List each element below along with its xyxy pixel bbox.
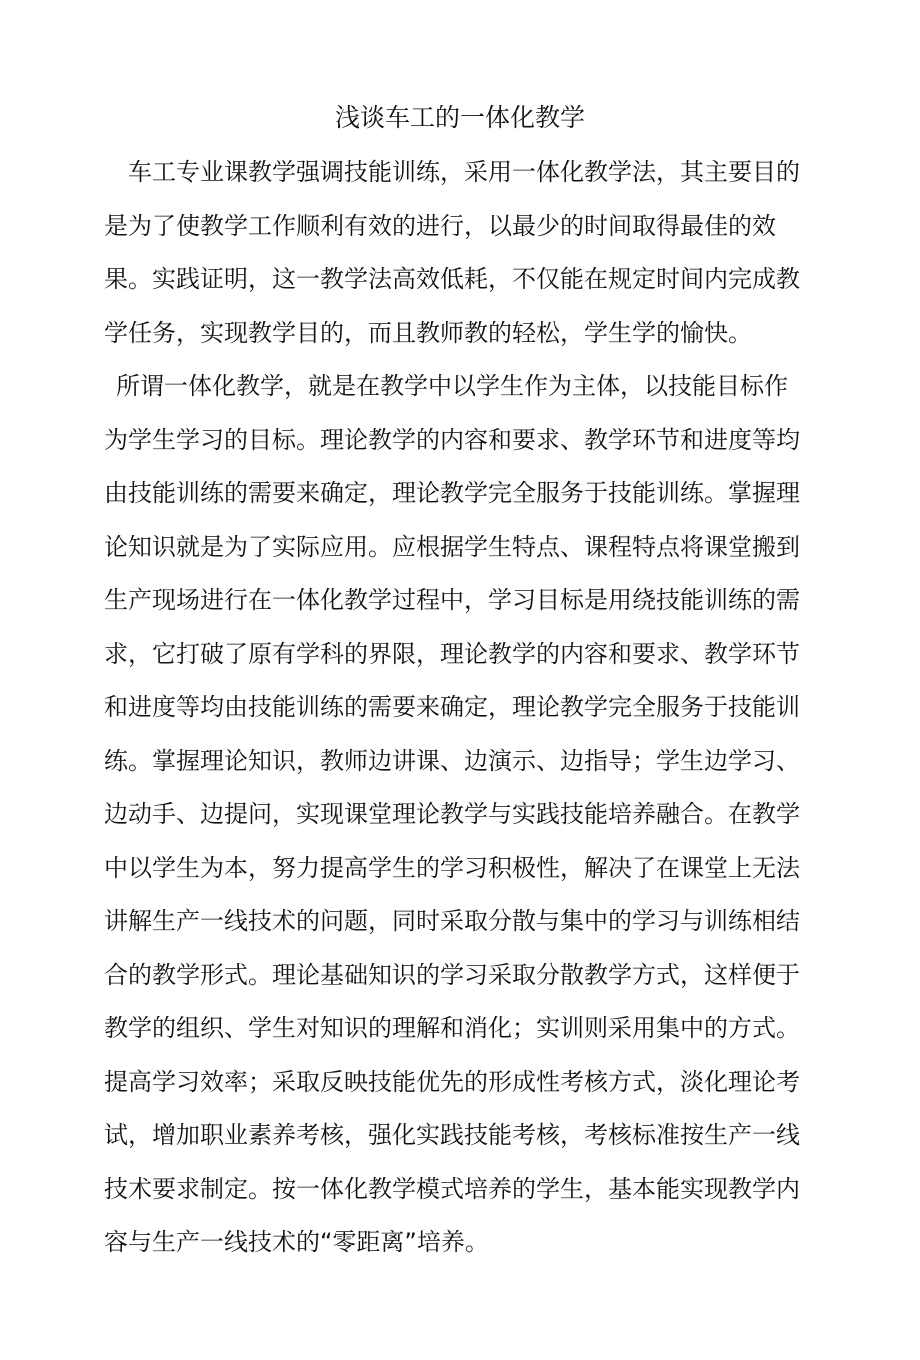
paragraph-line: 合的教学形式。理论基础知识的学习采取分散教学方式，这样便于 (104, 960, 800, 989)
paragraph-line: 为学生学习的目标。理论教学的内容和要求、教学环节和进度等均 (104, 425, 800, 454)
paragraph-line: 求，它打破了原有学科的界限，理论教学的内容和要求、教学环节 (104, 639, 800, 668)
paragraph-line: 教学的组织、学生对知识的理解和消化；实训则采用集中的方式。 (104, 1014, 800, 1042)
paragraph-line: 试，增加职业素养考核，强化实践技能考核，考核标准按生产一线 (104, 1121, 800, 1149)
paragraph-line: 和进度等均由技能训练的需要来确定，理论教学完全服务于技能训 (104, 693, 800, 721)
paragraph-line: 学任务，实现教学目的，而且教师教的轻松，学生学的愉快。 (104, 318, 752, 347)
paragraph-line: 果。实践证明，这一教学法高效低耗，不仅能在规定时间内完成教 (104, 265, 800, 293)
paragraph-line: 技术要求制定。按一体化教学模式培养的学生，基本能实现教学内 (104, 1174, 800, 1203)
paragraph-line: 车工专业课教学强调技能训练，采用一体化教学法，其主要目的 (128, 158, 800, 186)
paragraph-line: 所谓一体化教学，就是在教学中以学生作为主体，以技能目标作 (116, 372, 788, 400)
paragraph-line: 中以学生为本，努力提高学生的学习积极性，解决了在课堂上无法 (104, 853, 800, 882)
paragraph-line: 由技能训练的需要来确定，理论教学完全服务于技能训练。掌握理 (104, 479, 800, 507)
paragraph-line: 容与生产一线技术的“零距离”培养。 (104, 1228, 489, 1256)
paragraph-line: 提高学习效率；采取反映技能优先的形成性考核方式，淡化理论考 (104, 1067, 800, 1096)
paragraph-line: 是为了使教学工作顺利有效的进行，以最少的时间取得最佳的效 (104, 211, 776, 240)
paragraph-line: 边动手、边提问，实现课堂理论教学与实践技能培养融合。在教学 (104, 800, 800, 828)
paragraph-line: 生产现场进行在一体化教学过程中，学习目标是用绕技能训练的需 (104, 586, 800, 614)
paragraph-line: 练。掌握理论知识，教师边讲课、边演示、边指导；学生边学习、 (104, 746, 800, 775)
paragraph-line: 讲解生产一线技术的问题，同时采取分散与集中的学习与训练相结 (104, 907, 800, 935)
document-title: 浅谈车工的一体化教学 (334, 103, 585, 132)
paragraph-line: 论知识就是为了实际应用。应根据学生特点、课程特点将课堂搬到 (104, 532, 800, 561)
